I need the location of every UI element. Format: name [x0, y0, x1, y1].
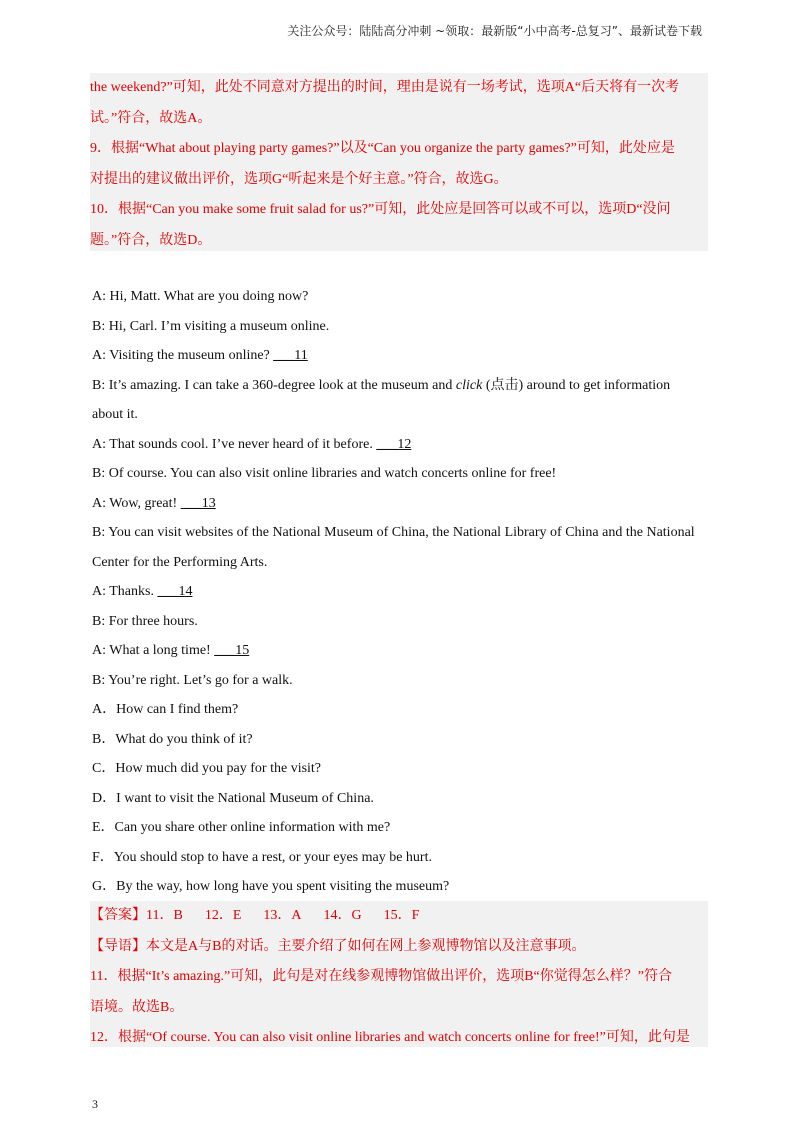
answer-line [90, 901, 708, 932]
dialog-line [92, 636, 707, 666]
explanation-line: 10．根据“Can you make some fruit salad for us?”可知，此处应是回答可以或不可以，选项D“没问 [90, 202, 671, 218]
explanation-line: 试。”符合，故选A。 [90, 110, 212, 126]
dialog-line: B: Of course. You can also visit online libraries and watch concerts online for free! [92, 466, 557, 481]
option-f: F．You should stop to have a rest, or your eyes may be hurt. [92, 849, 432, 865]
dialog-passage [92, 282, 707, 902]
blank-11: ___11 [273, 348, 308, 363]
answer-item: 12．E [204, 908, 242, 923]
italic-word: click [455, 377, 483, 393]
dialog-line [92, 577, 707, 607]
option-d: D．I want to visit the National Museum of China. [92, 790, 374, 806]
dialog-line: B: You’re right. Let’s go for a walk. [92, 672, 293, 688]
dialog-text: A: Wow, great! [92, 495, 181, 511]
answer-item: 11．B [146, 908, 183, 923]
explanation-line: 语境。故选B。 [90, 999, 184, 1015]
dialog-text: A: Thanks. [92, 584, 158, 599]
dialog-text: B: It’s amazing. I can take a 360-degree look at the museum and [92, 377, 456, 393]
explanation-line: 题。”符合，故选D。 [90, 232, 212, 248]
dialog-line: B: You can visit websites of the National Museum of China, the National Library of China and the National [92, 525, 695, 540]
explanation-line: the weekend?”可知，此处不同意对方提出的时间，理由是说有一场考试，选项A“后天将有一次考 [90, 80, 680, 95]
explanation-line: 9．根据“What about playing party games?”以及“Can you organize the party games?”可知，此处应是 [90, 141, 675, 157]
explanation-line: 11．根据“It’s amazing.”可知，此句是对在线参观博物馆做出评价，选项B“你觉得怎么样？”符合 [90, 969, 672, 985]
blank-13: ___13 [180, 495, 216, 511]
option-a: A．How can I find them? [92, 702, 239, 717]
option-g: G．By the way, how long have you spent visiting the museum? [92, 879, 450, 894]
blank-15: ___15 [214, 643, 250, 658]
explanation-block-top [90, 73, 708, 251]
option-e: E．Can you share other online information with me? [92, 820, 391, 835]
answer-item: 15．F [383, 908, 420, 923]
dialog-line [92, 341, 707, 371]
explanation-line: 12．根据“Of course. You can also visit online libraries and watch concerts online for free!”可知，此句是 [90, 1030, 690, 1046]
answer-item: 13．A [263, 908, 302, 923]
guide-line: 【导语】本文是A与B的对话。主要介绍了如何在网上参观博物馆以及注意事项。 [90, 938, 586, 954]
blank-12: ___12 [376, 436, 412, 452]
dialog-line [92, 371, 707, 401]
dialog-text: (点击) around to get information [482, 377, 671, 393]
page-number: 3 [92, 1097, 98, 1111]
dialog-line: about it. [92, 407, 138, 422]
dialog-text: A: What a long time! [92, 643, 215, 658]
page-header: 关注公众号：陆陆高分冲刺 ~领取：最新版“小中高考-总复习”、最新试卷下载 [287, 24, 702, 38]
blank-14: ___14 [157, 584, 193, 599]
option-c: C．How much did you pay for the visit? [92, 761, 322, 776]
dialog-line: B: For three hours. [92, 613, 198, 629]
dialog-line [92, 430, 707, 460]
option-b: B．What do you think of it? [92, 731, 253, 747]
dialog-line: A: Hi, Matt. What are you doing now? [92, 289, 309, 304]
dialog-text: A: That sounds cool. I’ve never heard of it before. [92, 436, 377, 452]
dialog-line: Center for the Performing Arts. [92, 554, 268, 570]
explanation-line: 对提出的建议做出评价，选项G“听起来是个好主意。”符合，故选G。 [90, 171, 508, 187]
answer-item: 14．G [323, 908, 362, 923]
explanation-block-bottom [90, 901, 708, 1047]
dialog-line: B: Hi, Carl. I’m visiting a museum online. [92, 318, 330, 334]
dialog-text: A: Visiting the museum online? [92, 348, 274, 363]
answer-label: 【答案】 [90, 908, 146, 923]
dialog-line [92, 489, 707, 519]
